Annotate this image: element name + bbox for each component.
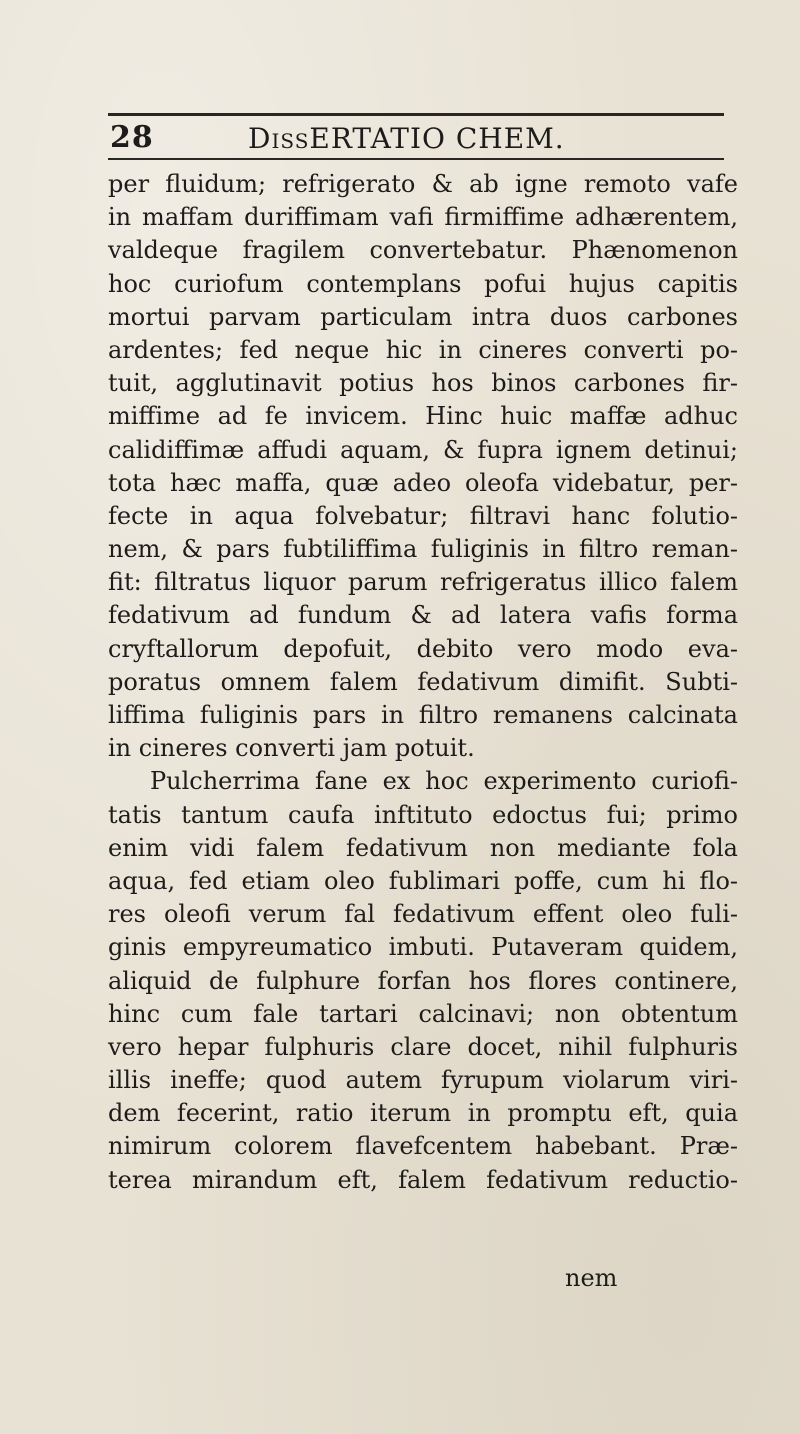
text-line: liffima fuliginis pars in filtro remanens calcinata [108, 701, 738, 729]
paragraph-start-line: Pulcherrima fane ex hoc experimento curiofi- [150, 767, 738, 796]
text-line: hinc cum fale tartari calcinavi; non obtentum [108, 999, 738, 1028]
text-line: vero hepar fulphuris clare docet, nihil fulphuris [108, 1032, 738, 1061]
text-line: cryftallorum depofuit, debito vero modo eva- [108, 634, 738, 663]
paragraph-end-line: in cineres converti jam potuit. [108, 734, 475, 763]
text-line: fedativum ad fundum & ad latera vafis forma [108, 601, 738, 630]
text-line: miffime ad fe invicem. Hinc huic maffæ adhuc [108, 402, 738, 431]
running-head: DissERTATIO CHEM. [248, 122, 565, 155]
text-line: valdeque fragilem convertebatur. Phænomenon [108, 236, 738, 265]
text-line: tatis tantum caufa inftituto edoctus fui; primo [108, 800, 738, 829]
text-line: tuit, agglutinavit potius hos binos carbones fir- [108, 369, 738, 398]
text-line: res oleofi verum fal fedativum effent oleo fuli- [108, 900, 738, 929]
text-line: poratus omnem falem fedativum dimifit. Subti- [108, 667, 738, 696]
text-line: ginis empyreumatico imbuti. Putaveram quidem, [108, 933, 738, 962]
text-line: hoc curiofum contemplans pofui hujus capitis [108, 269, 738, 298]
text-line: dem fecerint, ratio iterum in promptu eft, quia [108, 1099, 738, 1128]
header-bottom-rule [108, 158, 256, 160]
catchword: nem [565, 1264, 618, 1292]
text-line: calidiffimæ affudi aquam, & fupra ignem detinui; [108, 435, 738, 464]
text-line: enim vidi falem fedativum non mediante fola [108, 833, 738, 862]
text-line: mortui parvam particulam intra duos carbones [108, 302, 738, 331]
header-top-rule [108, 113, 256, 116]
header-top-rule-right [256, 113, 724, 116]
text-line: in maffam duriffimam vafi firmiffime adhærentem, [108, 203, 738, 232]
text-line: per fluidum; refrigerato & ab igne remoto vafe [108, 170, 738, 198]
text-line: fit: filtratus liquor parum refrigeratus illico falem [108, 568, 738, 597]
body-text [108, 168, 738, 1197]
page-header [108, 118, 728, 158]
text-line: ardentes; fed neque hic in cineres converti po- [108, 335, 738, 364]
text-line: terea mirandum eft, falem fedativum reductio- [108, 1165, 738, 1194]
page-number: 28 [110, 120, 154, 155]
text-line: tota hæc maffa, quæ adeo oleofa videbatur, per- [108, 468, 738, 497]
text-line: illis ineffe; quod autem fyrupum violarum viri- [108, 1066, 738, 1095]
text-line: nimirum colorem flavefcentem habebant. Præ- [108, 1132, 738, 1161]
text-line: nem, & pars fubtiliffima fuliginis in filtro reman- [108, 535, 738, 564]
text-line: aqua, fed etiam oleo fublimari poffe, cum hi flo- [108, 866, 738, 895]
text-line: aliquid de fulphure forfan hos flores continere, [108, 966, 738, 995]
header-bottom-rule-right [256, 158, 724, 160]
text-line: fecte in aqua folvebatur; filtravi hanc folutio- [108, 501, 738, 530]
